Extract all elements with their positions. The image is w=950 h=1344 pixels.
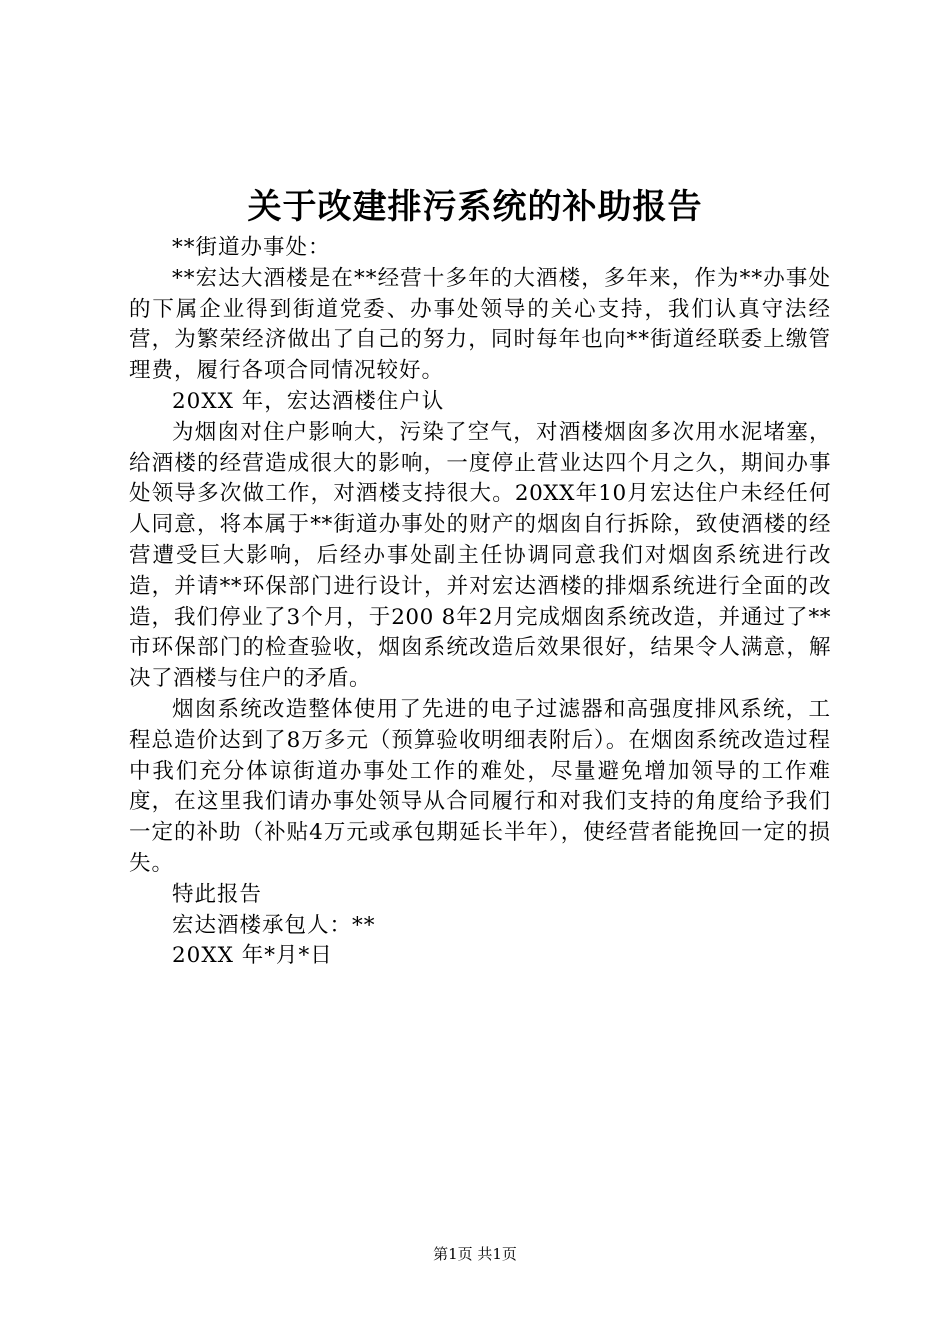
paragraph-chimney-issue: 为烟囱对住户影响大，污染了空气，对酒楼烟囱多次用水泥堵塞，给酒楼的经营造成很大的影响，一度停止营业达四个月之久，期间办事处领导多次做工作，对酒楼支持很大。20XX年10月宏达住户未经任何人同意，将本属于**街道办事处的财产的烟囱自行拆除，致使酒楼的经营遭受巨大影响，后经办事处副主任协调同意我们对烟囱系统进行改造，并请**环保部门进行设计，并对宏达酒楼的排烟系统进行全面的改造，我们停业了3个月，于200 8年2月完成烟囱系统改造，并通过了**市环保部门的检查验收，烟囱系统改造后效果很好，结果令人满意，解决了酒楼与住户的矛盾。: [129, 419, 831, 692]
closing-statement: 特此报告: [172, 881, 263, 907]
salutation: **街道办事处：: [172, 235, 331, 260]
paragraph-request: 烟囱系统改造整体使用了先进的电子过滤器和高强度排风系统，工程总造价达到了8万多元（预算验收明细表附后）。在烟囱系统改造过程中我们充分体谅街道办事处工作的难处，尽量避免增加领导的工作难度，在这里我们请办事处领导从合同履行和对我们支持的角度给予我们一定的补助（补贴4万元或承包期延长半年），使经营者能挽回一定的损失。: [129, 696, 831, 876]
paragraph-year-lead: 20XX 年，宏达酒楼住户认: [172, 388, 445, 414]
signature-line: 宏达酒楼承包人：**: [172, 912, 376, 938]
document-title: 关于改建排污系统的补助报告: [247, 187, 703, 227]
document-body: [129, 233, 831, 972]
page-footer: 第1页 共1页: [433, 1245, 517, 1263]
date-line: 20XX 年*月*日: [172, 943, 333, 969]
paragraph-intro: **宏达大酒楼是在**经营十多年的大酒楼，多年来，作为**办事处的下属企业得到街道党委、办事处领导的关心支持，我们认真守法经营，为繁荣经济做出了自己的努力，同时每年也向**街道经联委上缴管理费，履行各项合同情况较好。: [129, 265, 831, 384]
